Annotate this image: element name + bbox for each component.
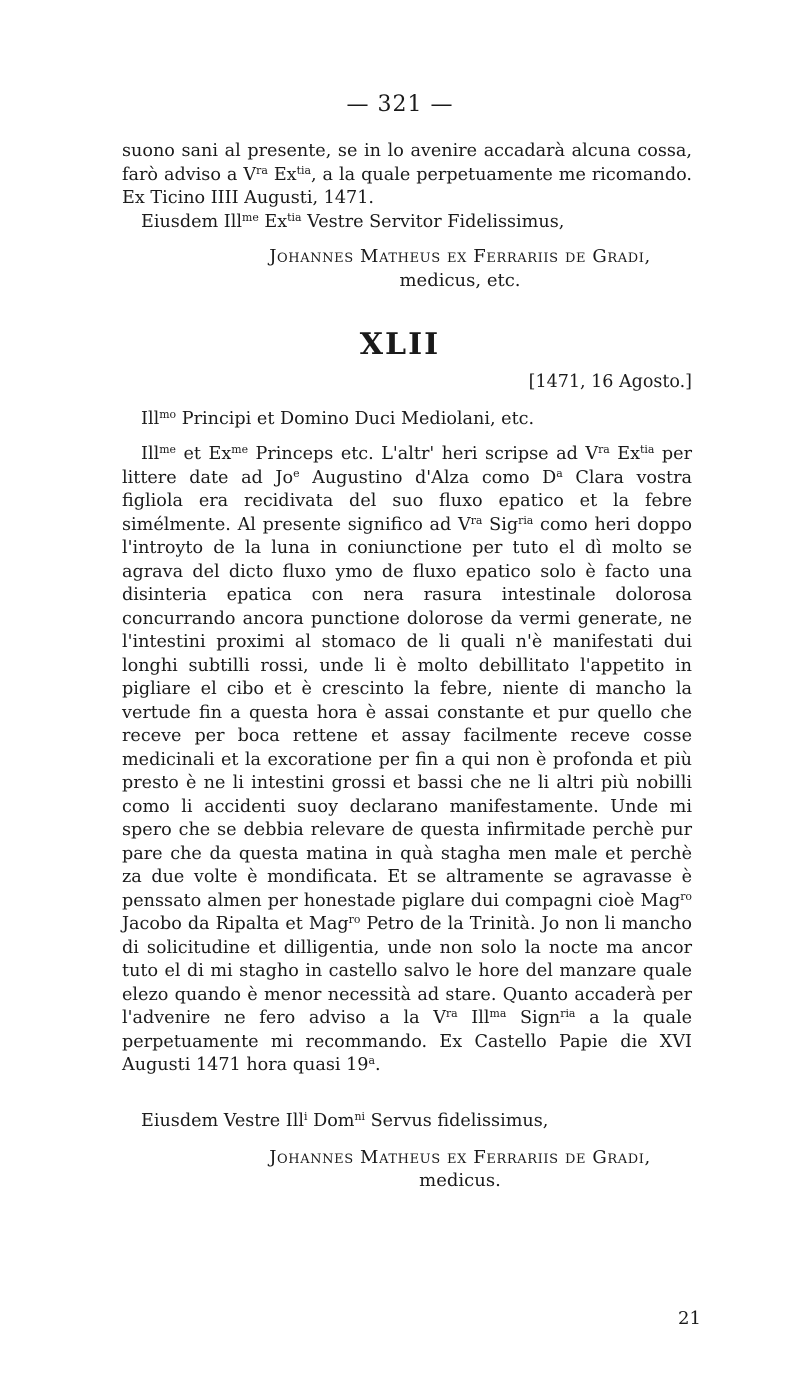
letter-date: [1471, 16 Agosto.] — [528, 372, 692, 392]
letter-number: XLII — [359, 327, 441, 362]
signature-title-2: medicus. — [419, 1170, 501, 1191]
signature-title-1: medicus, etc. — [399, 270, 521, 291]
signature-name-2: Johannes Matheus ex Ferrariis de Gradi, — [269, 1147, 651, 1168]
signature-name-1: Johannes Matheus ex Ferrariis de Gradi, — [269, 246, 651, 267]
letter-end-body: suono sani al presente, se in lo avenire accadarà alcuna cossa, farò adviso a $V^{ra}$ $Ex^{tia}$, a la quale perpetuamente me ricomando. Ex Ticino IIII Augusti, 1471. — [122, 141, 693, 208]
letter-body: Ill$^{me}$ et $Ex^{me}$ Princeps etc. L'altr' heri scripse ad $V^{ra}$ $Ex^{tia}$ per littere date ad Jo$^e$ Augustino d'Alza como $D^a$ Clara vostra figliola era recidivata del suo fluxo epatico et la febre simélmente. Al presente significo ad $V^{ra}$ Sig$^{ria}$ como heri doppo l'introyto de la luna in coniunctione per tuto el dì molto se agrava del dicto fluxo ymo de fluxo epatico solo è facto una disinteria epatica con nera rasura intestinale dolorosa concurrando ancora punctione dolorose da vermi generate, ne l'intestini proximi al stomaco de li quali n'è manifestati dui longhi subtilli rossi, unde li è molto debillitato l'appetito in pigliare el cibo et è crescinto la febre, niente di mancho la vertude fin a questa hora è assai constante et pur quello che receve per boca rettene et assay facilmente receve cosse medicinali et la excoratione per fin a qui non è profonda et più presto è ne li intestini grossi et bassi che ne li altri più nobilli como li accidenti suoy declarano manifestamente. Unde mi spero che se debbia relevare de questa infirmitade perchè pur pare che da questa matina in quà stagha men male et perchè za due volte è mondificata. Et se altramente se agravasse è penssato almen per honestade piglare dui compagni cioè Mag$^{ro}$ Jacobo da Ripalta et Mag$^{ro}$ Petro de la Trinità. Jo non li mancho di solicitudine et dilligentia, unde non solo la nocte ma ancor tuto el di mi stagho in castello salvo le hore del manzare quale elezo quando è menor necessità ad stare. Quanto accaderà per l'advenire ne fero adviso a la $V^{ra}$ Ill$^{ma}$ Sign$^{ria}$ a la quale perpetuamente mi recommando. Ex Castello Papie die XVI Augusti 1471 hora quasi 19$^a$. — [122, 443, 693, 1075]
letter-end-closing: Eiusdem Ill$^{me}$ $Ex^{tia}$ Vestre Servitor Fidelissimus, — [141, 211, 565, 232]
letter-closing: Eiusdem Vestre Ill$^i$ Dom$^{ni}$ Servus fidelissimus, — [141, 1110, 549, 1131]
letter-address: Ill$^{mo}$ Principi et Domino Duci Mediolani, etc. — [141, 408, 535, 429]
signature-mark: 21 — [678, 1308, 701, 1329]
page-number: — 321 — — [346, 92, 454, 117]
